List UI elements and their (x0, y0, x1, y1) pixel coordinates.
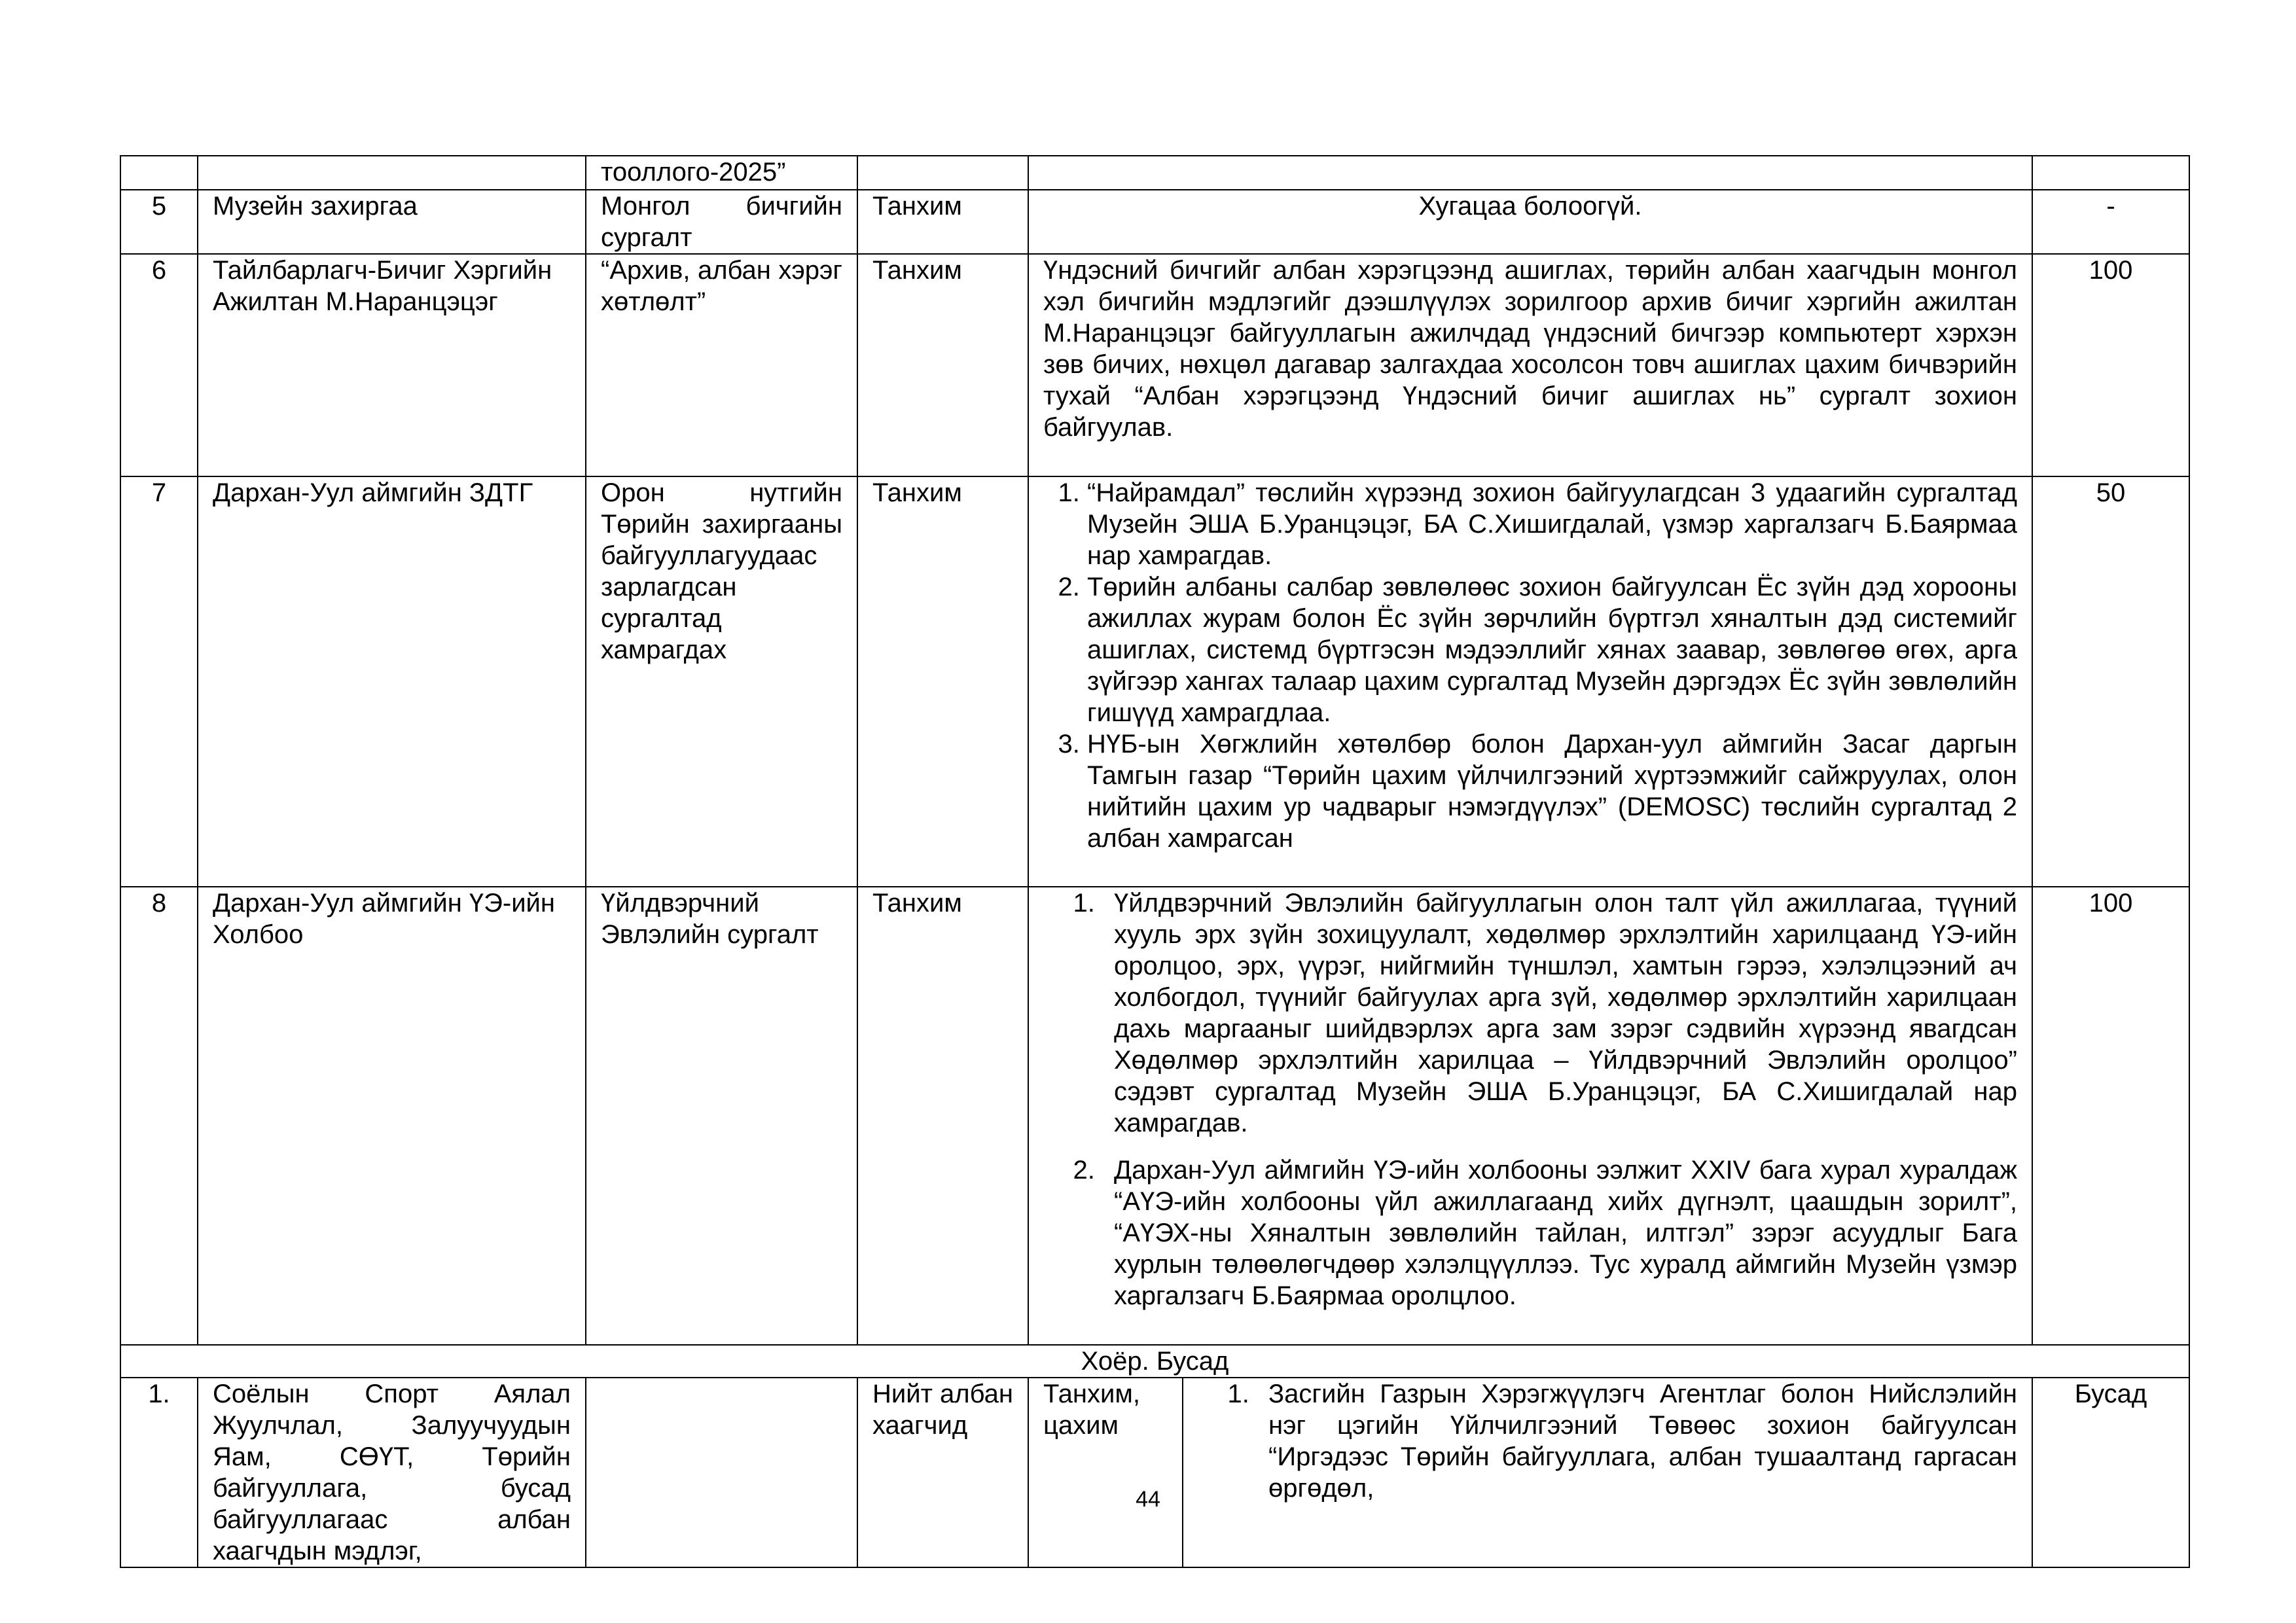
cell-training-name: Үйлдвэрчний Эвлэлийн сургалт (586, 887, 857, 1345)
cell-description (1183, 1378, 2032, 1567)
cell-number: 5 (120, 190, 198, 254)
cell-number: 8 (120, 887, 198, 1345)
cell-training-name (586, 1378, 857, 1567)
table-row (120, 190, 2189, 254)
table-row (120, 1378, 2189, 1567)
cell-organizer (198, 156, 586, 190)
table-row (120, 476, 2189, 887)
cell-result: 100 (2032, 887, 2189, 1345)
list-item: 2. Төрийн албаны салбар зөвлөлөөс зохион байгуулсан Ёс зүйн дэд хорооны ажиллах журам болон Ёс зүйн зөрчлийн бүртгэл хяналтын дэд системийг ашиглах, системд бүртгэсэн мэдээллийг хянах заавар, зөвлөгөө өгөх, арга зүйгээр хангах талаар цахим сургалтад Музейн дэргэдэх Ёс зүйн зөвлөлийн гишүүд хамрагдлаа. (1087, 571, 2017, 728)
cell-training-name: “Архив, албан хэрэг хөтлөлт” (586, 254, 857, 476)
cell-format: Танхим, цахим (1028, 1378, 1183, 1567)
table-row (120, 156, 2189, 190)
training-report-table (120, 155, 2190, 1568)
cell-description (1028, 156, 2032, 190)
cell-audience: Нийт албан хаагчид (857, 1378, 1028, 1567)
cell-number (120, 156, 198, 190)
cell-format: Танхим (857, 190, 1028, 254)
list-item: 1. “Найрамдал” төслийн хүрээнд зохион байгуулагдсан 3 удаагийн сургалтад Музейн ЭША Б.Уранцэцэг, БА С.Хишигдалай, үзмэр харгалзагч Б.Баярмаа нар хамрагдав. (1087, 477, 2017, 571)
cell-result: 100 (2032, 254, 2189, 476)
list-spacer (1102, 1139, 2017, 1154)
list-item: 3. НҮБ-ын Хөгжлийн хөтөлбөр болон Дархан-уул аймгийн Засаг даргын Тамгын газар “Төрийн цахим үйлчилгээний хүртээмжийг сайжруулах, олон нийтийн цахим ур чадварыг нэмэгдүүлэх” (DEMOSC) төслийн сургалтад 2 албан хамрагсан (1087, 728, 2017, 854)
cell-organizer: Музейн захиргаа (198, 190, 586, 254)
description-list (1198, 1378, 2017, 1504)
cell-training-name: Орон нутгийн Төрийн захиргааны байгууллагуудаас зарлагдсан сургалтад хамрагдах (586, 476, 857, 887)
cell-format: Танхим (857, 887, 1028, 1345)
cell-format (857, 156, 1028, 190)
table-row (120, 254, 2189, 476)
list-item: 1. Үйлдвэрчний Эвлэлийн байгууллагын олон талт үйл ажиллагаа, түүний хууль эрх зүйн зохицуулалт, хөдөлмөр эрхлэлтийн харилцаанд ҮЭ-ийн оролцоо, эрх, үүрэг, нийгмийн түншлэл, хамтын гэрээ, хэлэлцээний ач холбогдол, түүнийг байгуулах арга зүй, хөдөлмөр эрхлэлтийн харилцаан дахь маргааныг шийдвэрлэх арга зам зэрэг сэдвийн хүрээнд явагдсан Хөдөлмөр эрхлэлтийн харилцаа – Үйлдвэрчний Эвлэлийн оролцоо” сэдэвт сургалтад Музейн ЭША Б.Уранцэцэг, БА С.Хишигдалай нар хамрагдав. (1102, 887, 2017, 1139)
cell-organizer: Дархан-Уул аймгийн ҮЭ-ийн Холбоо (198, 887, 586, 1345)
cell-result (2032, 156, 2189, 190)
list-item: 2. Дархан-Уул аймгийн ҮЭ-ийн холбооны ээлжит XXIV бага хурал хуралдаж “АҮЭ-ийн холбооны үйл ажиллагаанд хийх дүгнэлт, цаашдын зорилт”, “АҮЭХ-ны Хяналтын зөвлөлийн тайлан, илтгэл” зэрэг асуудлыг Бага хурлын төлөөлөгчдөөр хэлэлцүүллээ. Тус хуралд аймгийн Музейн үзмэр харгалзагч Б.Баярмаа оролцлоо. (1102, 1154, 2017, 1311)
description-list (1043, 887, 2017, 1311)
cell-result: - (2032, 190, 2189, 254)
cell-organizer: Тайлбарлагч-Бичиг Хэргийн Ажилтан М.Наранцэцэг (198, 254, 586, 476)
list-item: 1. Засгийн Газрын Хэрэгжүүлэгч Агентлаг болон Нийслэлийн нэг цэгийн Үйлчилгээний Төвөөс зохион байгуулсан “Иргэдээс Төрийн байгууллага, албан тушаалтанд гаргасан өргөдөл, (1257, 1378, 2017, 1504)
section-heading: Хоёр. Бусад (120, 1345, 2189, 1378)
cell-training-name: тооллого-2025” (586, 156, 857, 190)
cell-description: Үндэсний бичгийг албан хэрэгцээнд ашиглах, төрийн албан хаагчдын монгол хэл бичгийн мэдлэгийг дээшлүүлэх зорилгоор архив бичиг хэргийн ажилтан М.Наранцэцэг байгууллагын ажилчдад үндэсний бичгээр компьютерт хэрхэн зөв бичих, нөхцөл дагавар залгахдаа хосолсон товч ашиглах цахим бичвэрийн тухай “Албан хэрэгцээнд Үндэсний бичиг ашиглах нь” сургалт зохион байгуулав. (1028, 254, 2032, 476)
page-number: 44 (1136, 1487, 1160, 1512)
cell-number: 1. (120, 1378, 198, 1567)
description-list (1043, 477, 2017, 854)
cell-organizer: Соёлын Спорт Аялал Жуулчлал, Залуучуудын Яам, СӨҮТ, Төрийн байгууллага, бусад байгууллагаас албан хаагчдын мэдлэг, (198, 1378, 586, 1567)
cell-training-name: Монгол бичгийн сургалт (586, 190, 857, 254)
table-row (120, 887, 2189, 1345)
cell-organizer: Дархан-Уул аймгийн ЗДТГ (198, 476, 586, 887)
cell-result: Бусад (2032, 1378, 2189, 1567)
cell-description: Хугацаа болоогүй. (1028, 190, 2032, 254)
cell-number: 6 (120, 254, 198, 476)
cell-format: Танхим (857, 254, 1028, 476)
cell-description (1028, 887, 2032, 1345)
cell-number: 7 (120, 476, 198, 887)
section-heading-row (120, 1345, 2189, 1378)
cell-description (1028, 476, 2032, 887)
cell-format: Танхим (857, 476, 1028, 887)
cell-result: 50 (2032, 476, 2189, 887)
